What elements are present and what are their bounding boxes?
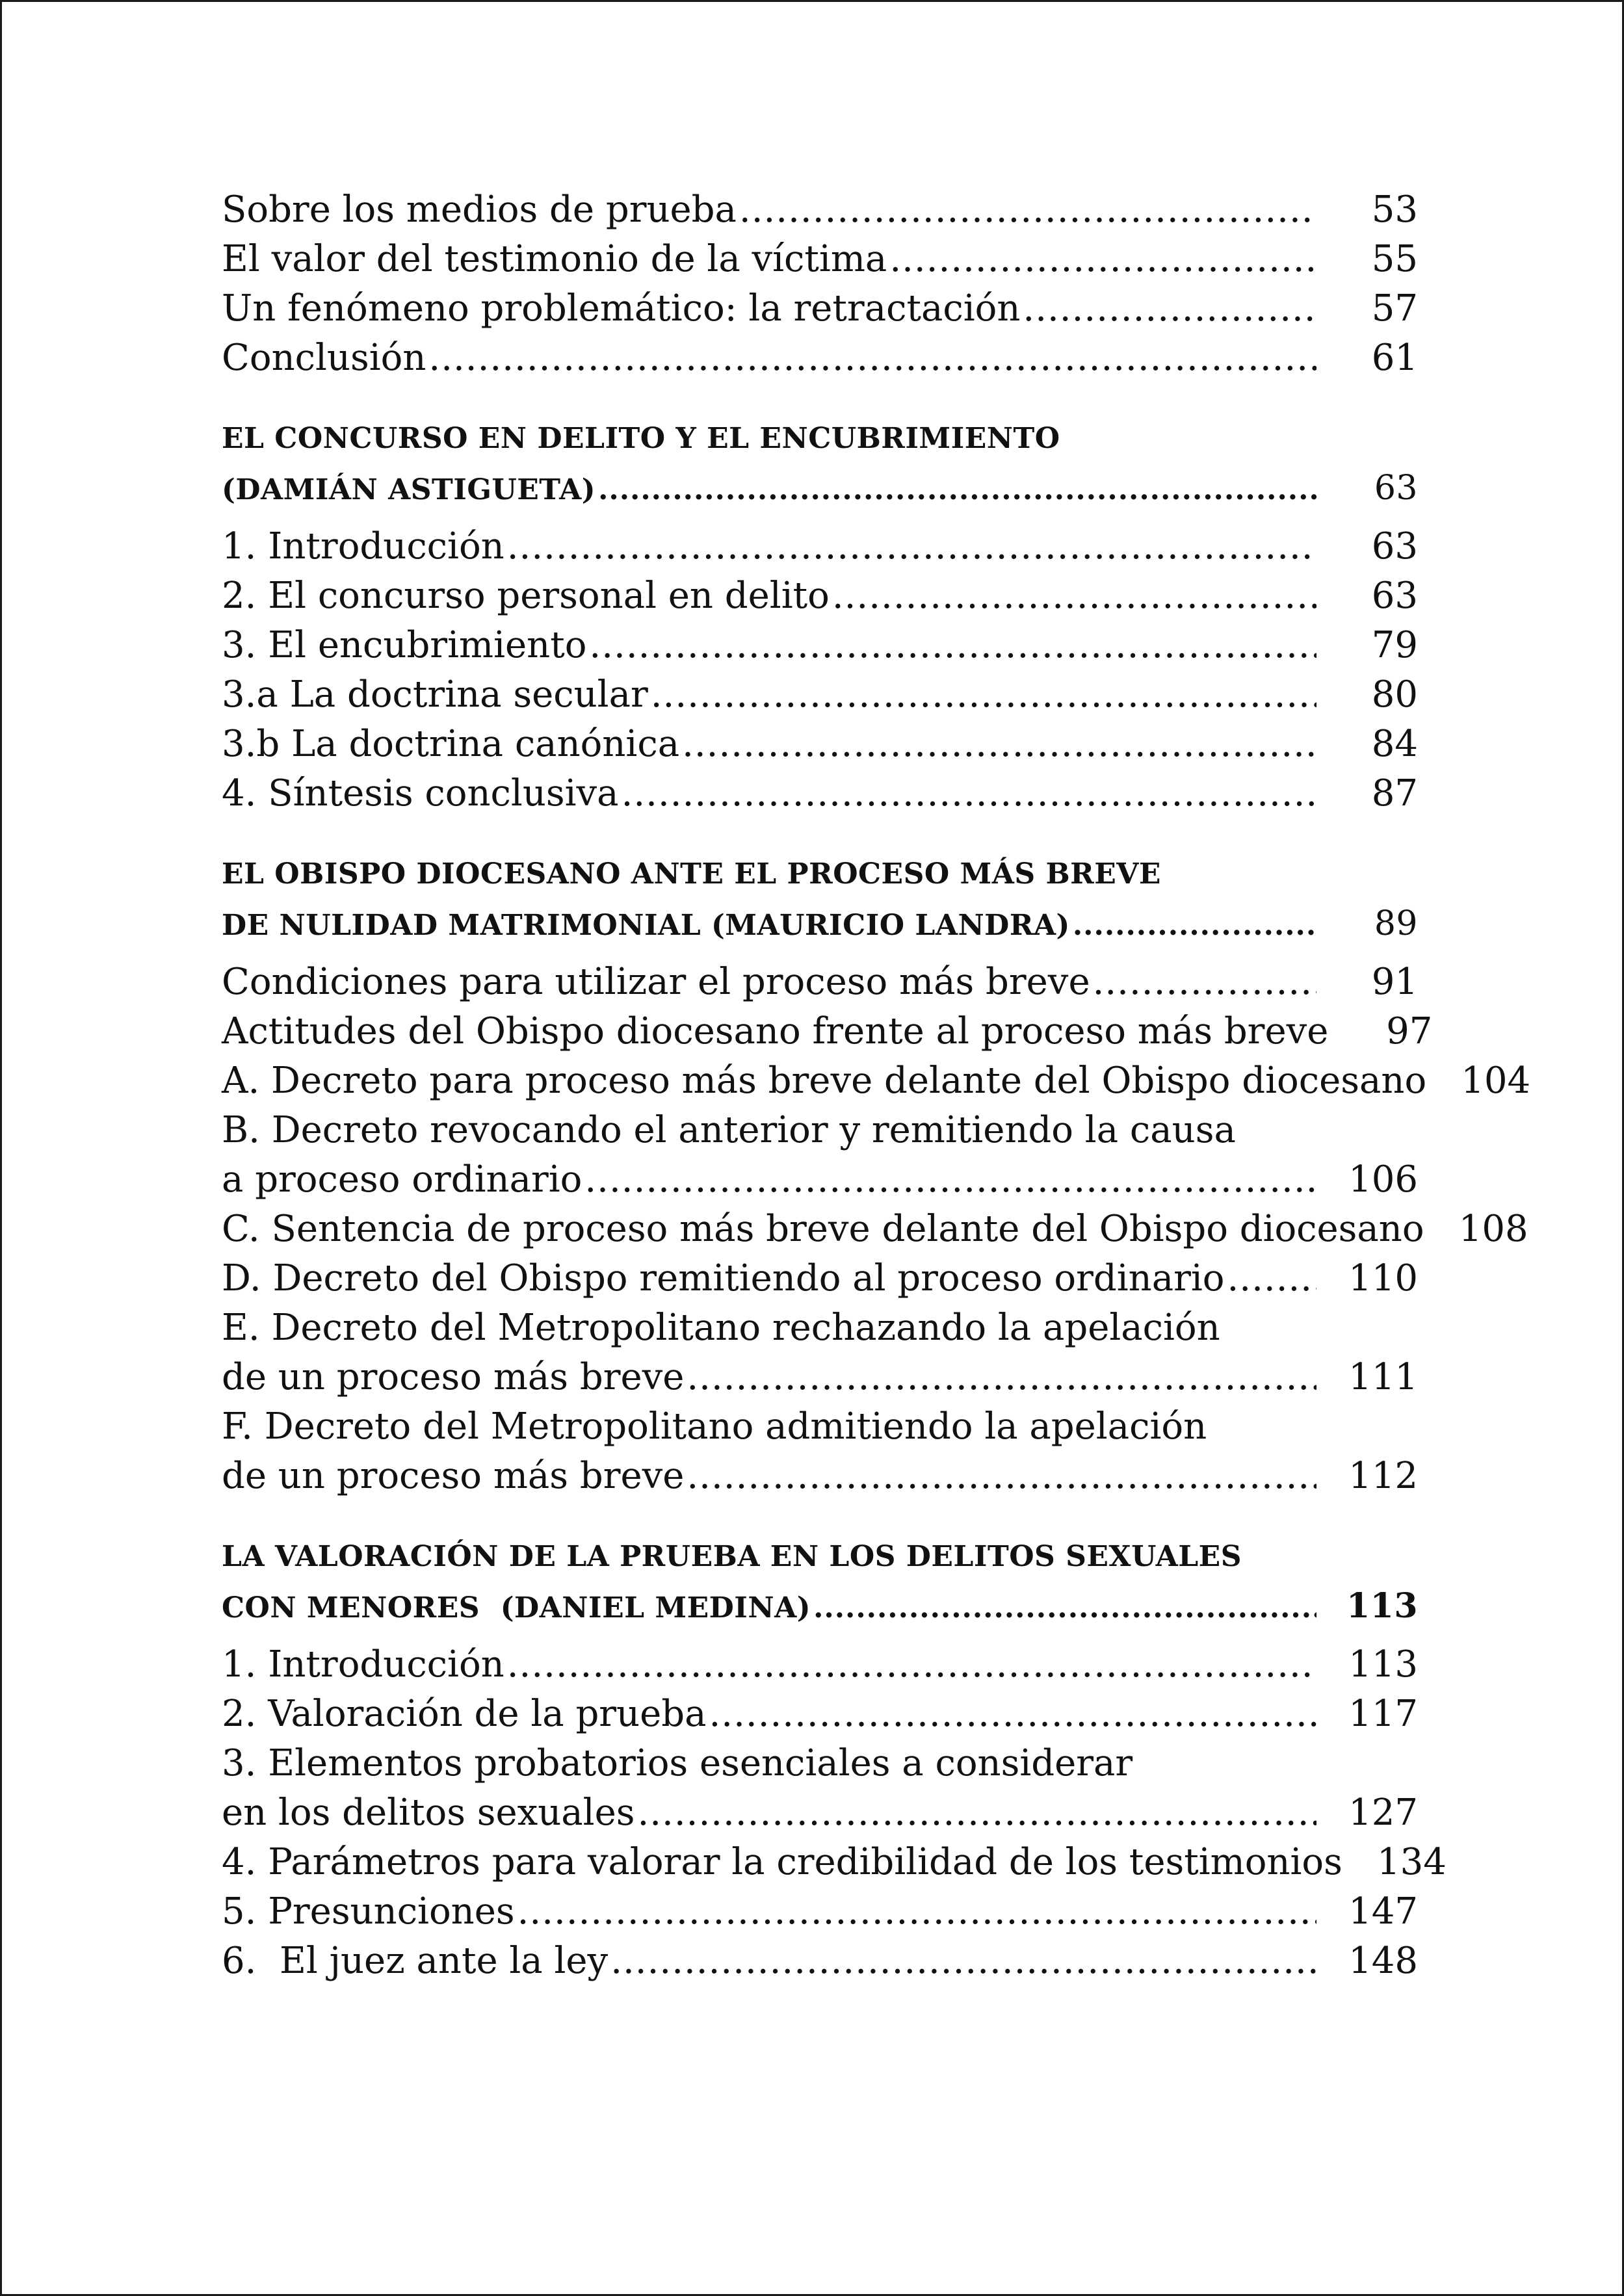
- dot-leader: [687, 1452, 1316, 1501]
- toc-entry-first-line: 3. Elementos probatorios esenciales a considerar: [222, 1742, 1133, 1784]
- toc-entry: [222, 185, 1418, 235]
- toc-entry-title: 6. El juez ante la ley: [222, 1940, 609, 1982]
- toc-entry: [222, 769, 1418, 818]
- toc-entry: [222, 1838, 1447, 1887]
- toc-entry-title: 3.b La doctrina canónica: [222, 723, 680, 765]
- toc-entry-page: 117: [1348, 1693, 1418, 1735]
- toc-entry-title: El valor del testimonio de la víctima: [222, 238, 887, 280]
- dot-leader: [428, 333, 1316, 383]
- toc-entry-page: 63: [1371, 575, 1418, 617]
- toc-entry: [222, 333, 1418, 383]
- toc-entry-title: 4. Parámetros para valorar la credibilidad de los testimonios: [222, 1841, 1342, 1883]
- section-heading-entry: [222, 463, 1418, 513]
- section-heading-page: 63: [1374, 469, 1418, 508]
- toc-entry-title: Conclusión: [222, 337, 426, 379]
- toc-entry-page: 106: [1348, 1158, 1418, 1201]
- toc-entry: [222, 284, 1418, 333]
- dot-leader: [739, 185, 1316, 235]
- toc-entry-title: 3.a La doctrina secular: [222, 673, 648, 716]
- toc-entry-page: 84: [1371, 723, 1418, 765]
- toc-entry-page: 113: [1348, 1643, 1418, 1686]
- toc-entry: [222, 670, 1418, 720]
- section-heading: LA VALORACIÓN DE LA PRUEBA EN LOS DELITOS SEXUALES: [222, 1540, 1242, 1573]
- toc-entry: [222, 1452, 1418, 1501]
- toc-entry-first-line: F. Decreto del Metropolitano admitiendo la apelación: [222, 1405, 1207, 1448]
- section-gap: [222, 383, 1418, 414]
- toc-entry-title: Condiciones para utilizar el proceso más breve: [222, 961, 1090, 1003]
- toc-entry-title: C. Sentencia de proceso más breve delante del Obispo diocesano: [222, 1208, 1424, 1250]
- toc-entry: [222, 1937, 1418, 1986]
- dot-leader: [889, 235, 1316, 284]
- toc-entry-page: 53: [1371, 189, 1418, 231]
- toc-entry-title: 4. Síntesis conclusiva: [222, 772, 619, 815]
- toc-entry-first-line: E. Decreto del Metropolitano rechazando la apelación: [222, 1307, 1220, 1349]
- section-heading-page: 113: [1346, 1586, 1418, 1626]
- toc-entry-title: D. Decreto del Obispo remitiendo al proceso ordinario: [222, 1257, 1225, 1299]
- dot-leader: [1073, 901, 1316, 950]
- toc-entry-title: Sobre los medios de prueba: [222, 189, 737, 231]
- toc-entry: [222, 1254, 1418, 1303]
- dot-leader: [651, 670, 1316, 720]
- section-heading: EL OBISPO DIOCESANO ANTE EL PROCESO MÁS BREVE: [222, 857, 1161, 891]
- toc-entry-title: 2. El concurso personal en delito: [222, 575, 830, 617]
- toc-entry: [222, 1887, 1418, 1937]
- toc-entry-page: 147: [1348, 1890, 1418, 1933]
- section-heading-author: CON MENORES (DANIEL MEDINA): [222, 1591, 811, 1624]
- section-heading-author: (DAMIÁN ASTIGUETA): [222, 473, 596, 506]
- toc-entry: [222, 1788, 1418, 1838]
- toc-entry-title: Un fenómeno problemático: la retractación: [222, 287, 1021, 330]
- toc-entry: [222, 522, 1418, 571]
- toc-entry-page: 110: [1348, 1257, 1418, 1299]
- dot-leader: [687, 1353, 1316, 1402]
- toc-entry-page: 80: [1371, 673, 1418, 716]
- section-heading-entry: [222, 899, 1418, 948]
- section-heading-entry: [222, 1582, 1418, 1631]
- dot-leader: [598, 465, 1316, 515]
- toc-entry-page: 108: [1458, 1208, 1528, 1250]
- toc-entry-page: 148: [1348, 1940, 1418, 1982]
- toc-entry: [222, 621, 1418, 670]
- section-heading-page: 89: [1374, 904, 1418, 943]
- dot-leader: [610, 1937, 1316, 1986]
- toc-entry: [222, 1056, 1531, 1106]
- toc-entry-page: 87: [1371, 772, 1418, 815]
- dot-leader: [507, 1640, 1316, 1689]
- toc-entry-page: 104: [1461, 1060, 1531, 1102]
- section-gap: [222, 1501, 1418, 1532]
- toc-entry-title: Actitudes del Obispo diocesano frente al proceso más breve: [222, 1010, 1329, 1052]
- dot-leader: [584, 1155, 1316, 1205]
- toc-entry-page: 55: [1371, 238, 1418, 280]
- dot-leader: [709, 1689, 1317, 1739]
- dot-leader: [682, 720, 1316, 769]
- toc-entry-page: 97: [1386, 1010, 1433, 1052]
- toc-entry: [222, 1155, 1418, 1205]
- toc-entry-title: A. Decreto para proceso más breve delante del Obispo diocesano: [222, 1060, 1427, 1102]
- toc-entry-page: 112: [1348, 1455, 1418, 1497]
- toc-entry-title: de un proceso más breve: [222, 1356, 685, 1398]
- toc-entry-title: 1. Introducción: [222, 1643, 504, 1686]
- toc-entry: [222, 1007, 1433, 1056]
- dot-leader: [589, 621, 1316, 670]
- toc-entry-title: 3. El encubrimiento: [222, 624, 587, 666]
- toc-entry-page: 91: [1371, 961, 1418, 1003]
- toc-entry-first-line: B. Decreto revocando el anterior y remitiendo la causa: [222, 1109, 1236, 1151]
- toc-entry-title: 5. Presunciones: [222, 1890, 515, 1933]
- dot-leader: [637, 1788, 1316, 1838]
- toc-entry: [222, 1689, 1418, 1739]
- toc-entry: [222, 958, 1418, 1007]
- toc-entry-page: 61: [1371, 337, 1418, 379]
- dot-leader: [1093, 958, 1316, 1007]
- table-of-contents: [222, 185, 1531, 1986]
- toc-entry-page: 111: [1348, 1356, 1418, 1398]
- toc-entry: [222, 571, 1418, 621]
- toc-entry: [222, 1205, 1528, 1254]
- dot-leader: [507, 522, 1316, 571]
- section-heading-author: DE NULIDAD MATRIMONIAL (MAURICIO LANDRA): [222, 909, 1070, 942]
- section-gap: [222, 818, 1418, 850]
- dot-leader: [1227, 1254, 1317, 1303]
- toc-entry: [222, 235, 1418, 284]
- dot-leader: [517, 1887, 1316, 1937]
- toc-entry-title: 2. Valoración de la prueba: [222, 1693, 707, 1735]
- toc-entry: [222, 1640, 1418, 1689]
- dot-leader: [622, 769, 1316, 818]
- toc-entry-page: 134: [1376, 1841, 1447, 1883]
- toc-entry-title: de un proceso más breve: [222, 1455, 685, 1497]
- toc-entry-page: 79: [1371, 624, 1418, 666]
- dot-leader: [832, 571, 1316, 621]
- toc-entry-title: en los delitos sexuales: [222, 1792, 635, 1834]
- dot-leader: [813, 1584, 1316, 1633]
- toc-entry-page: 63: [1371, 525, 1418, 567]
- toc-entry-title: a proceso ordinario: [222, 1158, 583, 1201]
- toc-entry-page: 127: [1348, 1792, 1418, 1834]
- dot-leader: [1023, 284, 1316, 333]
- toc-entry: [222, 720, 1418, 769]
- section-heading: EL CONCURSO EN DELITO Y EL ENCUBRIMIENTO: [222, 422, 1060, 455]
- toc-entry-page: 57: [1371, 287, 1418, 330]
- toc-entry-title: 1. Introducción: [222, 525, 504, 567]
- toc-entry: [222, 1353, 1418, 1402]
